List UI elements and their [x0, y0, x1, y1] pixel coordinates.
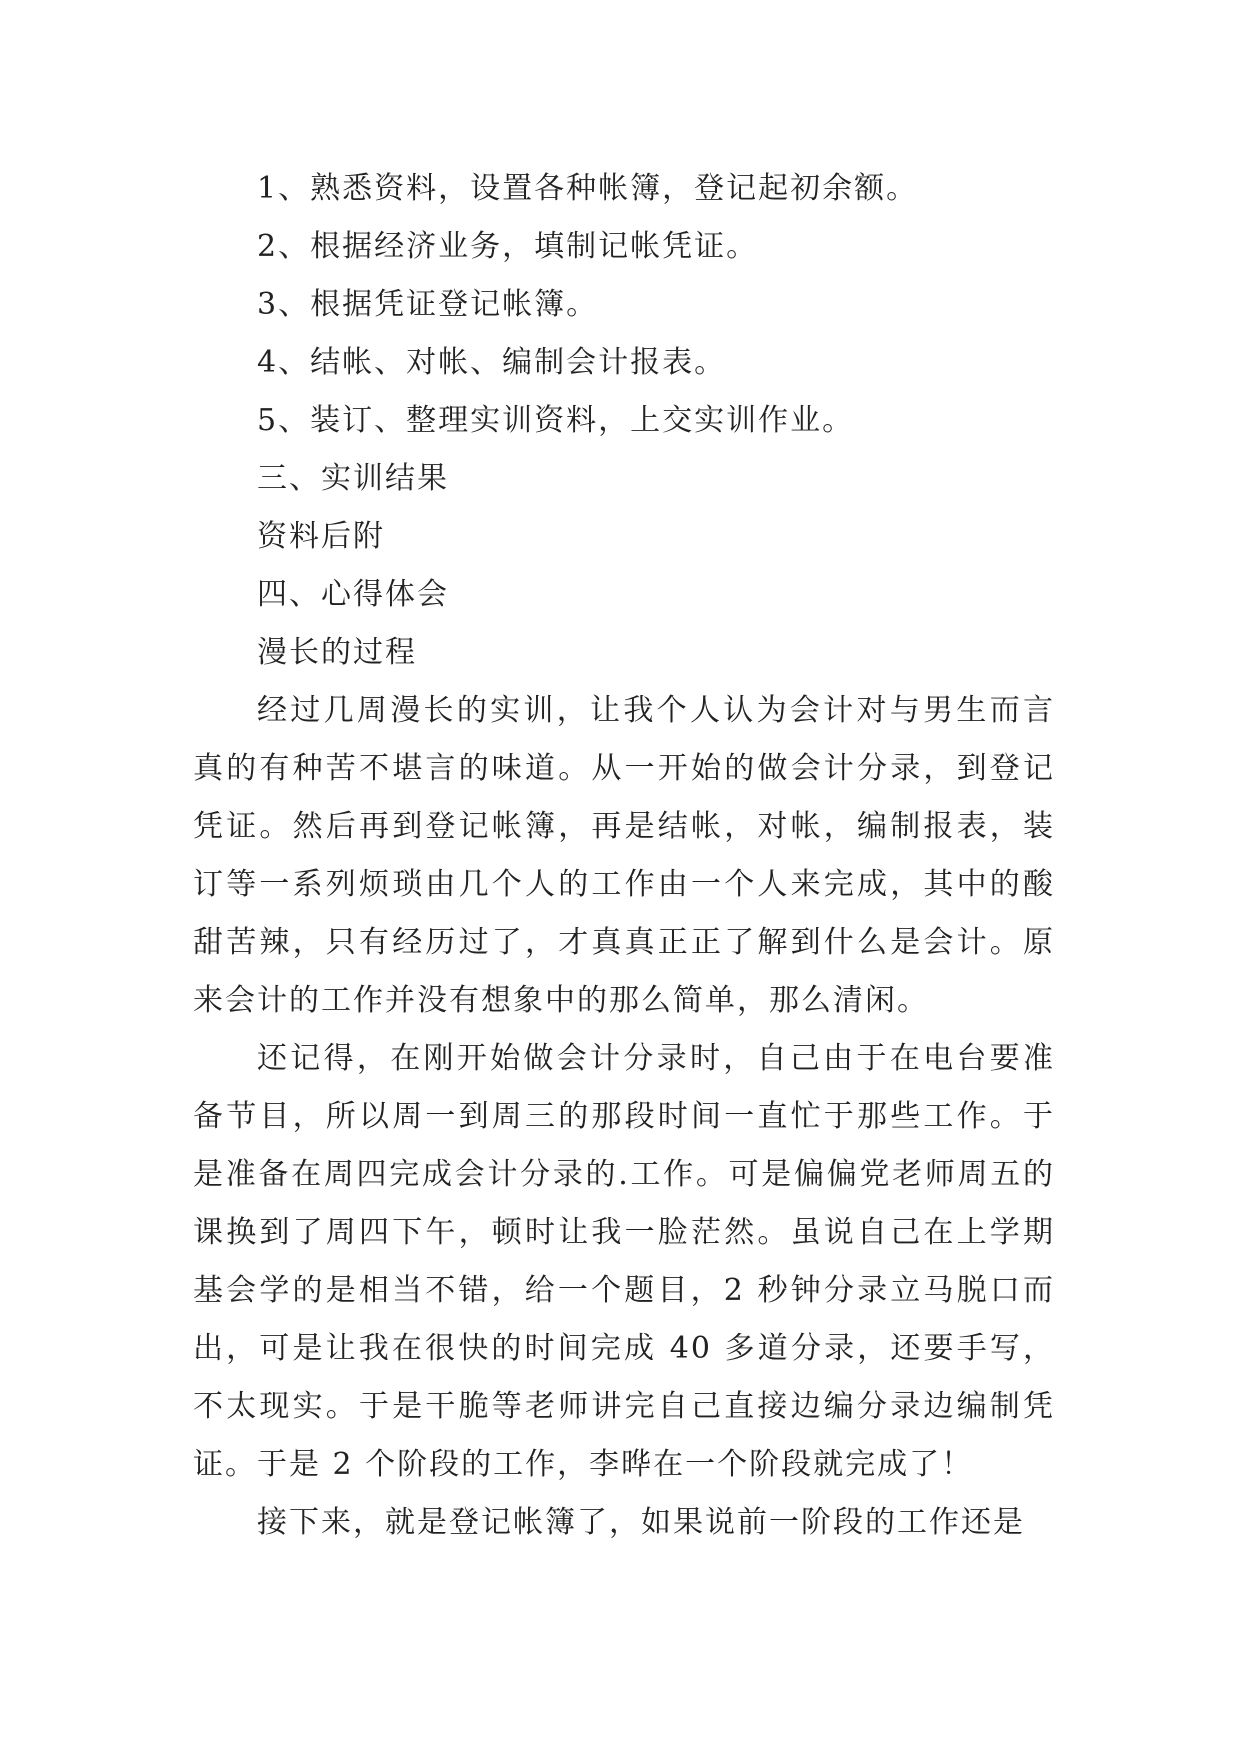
- list-item-4: 4、结帐、对帐、编制会计报表。: [257, 345, 727, 380]
- section4-heading: 四、心得体会: [257, 577, 449, 612]
- list-item-3: 3、根据凭证登记帐簿。: [257, 287, 599, 322]
- list-item-1: 1、熟悉资料，设置各种帐簿，登记起初余额。: [257, 171, 919, 206]
- section3-text: 资料后附: [257, 519, 385, 554]
- list-item-5: 5、装订、整理实训资料，上交实训作业。: [257, 403, 855, 438]
- document-body: [193, 160, 1053, 1552]
- list-item-2: 2、根据经济业务，填制记帐凭证。: [257, 229, 759, 264]
- paragraph-2: 还记得，在刚开始做会计分录时，自己由于在电台要准备节目，所以周一到周三的那段时间一直忙于那些工作。于是准备在周四完成会计分录的.工作。可是偏偏党老师周五的课换到了周四下午，顿时让我一脸茫然。虽说自己在上学期基会学的是相当不错，给一个题目，2 秒钟分录立马脱口而出，可是让我在很快的时间完成 40 多道分录，还要手写，不太现实。于是干脆等老师讲完自己直接边编分录边编制凭证。于是 2 个阶段的工作，李晔在一个阶段就完成了！: [193, 1041, 1055, 1482]
- paragraph-3: 接下来，就是登记帐簿了，如果说前一阶段的工作还是: [257, 1505, 1025, 1540]
- paragraph-1: 经过几周漫长的实训，让我个人认为会计对与男生而言真的有种苦不堪言的味道。从一开始的做会计分录，到登记凭证。然后再到登记帐簿，再是结帐，对帐，编制报表，装订等一系列烦琐由几个人的工作由一个人来完成，其中的酸甜苦辣，只有经历过了，才真真正正了解到什么是会计。原来会计的工作并没有想象中的那么简单，那么清闲。: [193, 693, 1055, 1018]
- section3-heading: 三、实训结果: [257, 461, 449, 496]
- subheading: 漫长的过程: [257, 635, 417, 670]
